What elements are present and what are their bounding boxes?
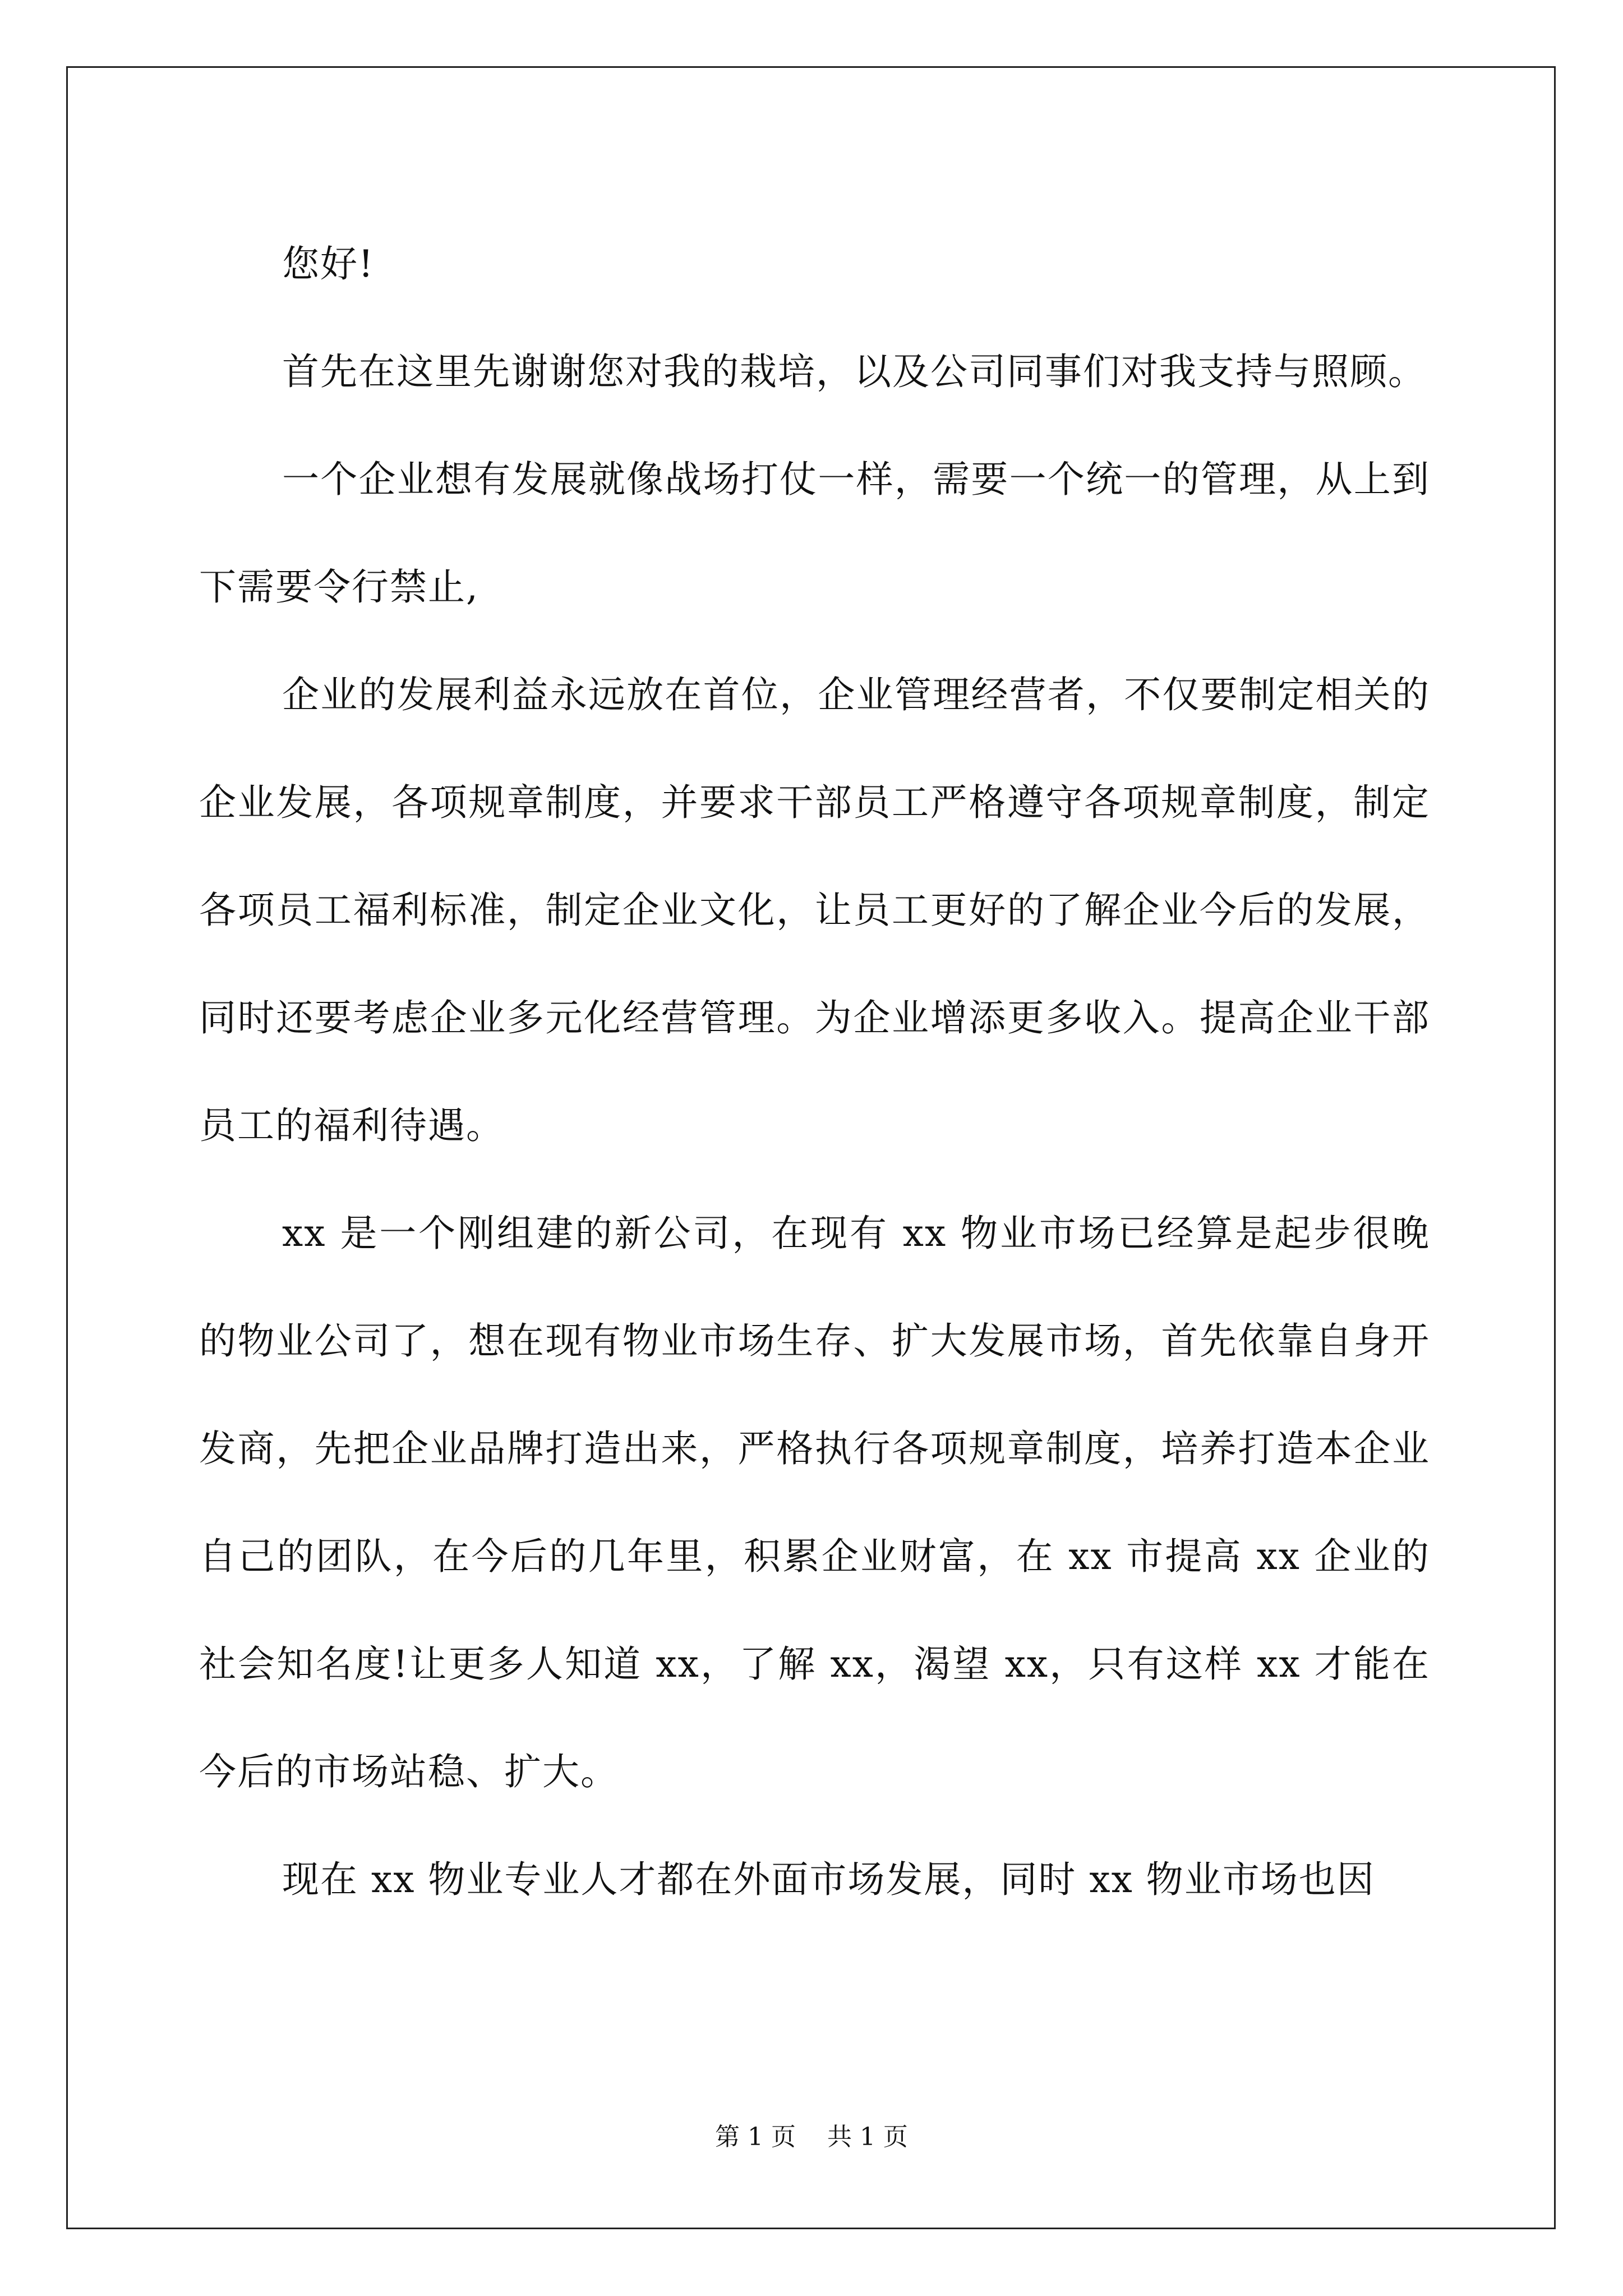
paragraph-greeting: 您好!	[282, 242, 375, 286]
paragraph-talent: 现在 xx 物业专业人才都在外面市场发展，同时 xx 物业市场也因	[282, 1858, 1375, 1901]
paragraph-thanks: 首先在这里先谢谢您对我的栽培，以及公司同事们对我支持与照顾。	[282, 350, 1426, 393]
paragraph-management: 一个企业想有发展就像战场打仗一样，需要一个统一的管理，从上到下需要令行禁止,	[199, 458, 1430, 609]
page-footer: 第 1 页 共 1 页	[715, 2123, 908, 2151]
document-body	[199, 210, 1430, 1934]
paragraph-development: 企业的发展利益永远放在首位，企业管理经营者，不仅要制定相关的企业发展，各项规章制度，并要求干部员工严格遵守各项规章制度，制定各项员工福利标准，制定企业文化，让员工更好的了解企业今后的发展，同时还要考虑企业多元化经营管理。为企业增添更多收入。提高企业干部员工的福利待遇。	[199, 673, 1430, 1147]
paragraph-company: xx 是一个刚组建的新公司，在现有 xx 物业市场已经算是起步很晚的物业公司了，想在现有物业市场生存、扩大发展市场，首先依靠自身开发商，先把企业品牌打造出来，严格执行各项规章制度，培养打造本企业自己的团队，在今后的几年里，积累企业财富，在 xx 市提高 xx 企业的社会知名度!让更多人知道 xx，了解 xx，渴望 xx，只有这样 xx 才能在今后的市场站稳、扩大。	[199, 1212, 1430, 1793]
